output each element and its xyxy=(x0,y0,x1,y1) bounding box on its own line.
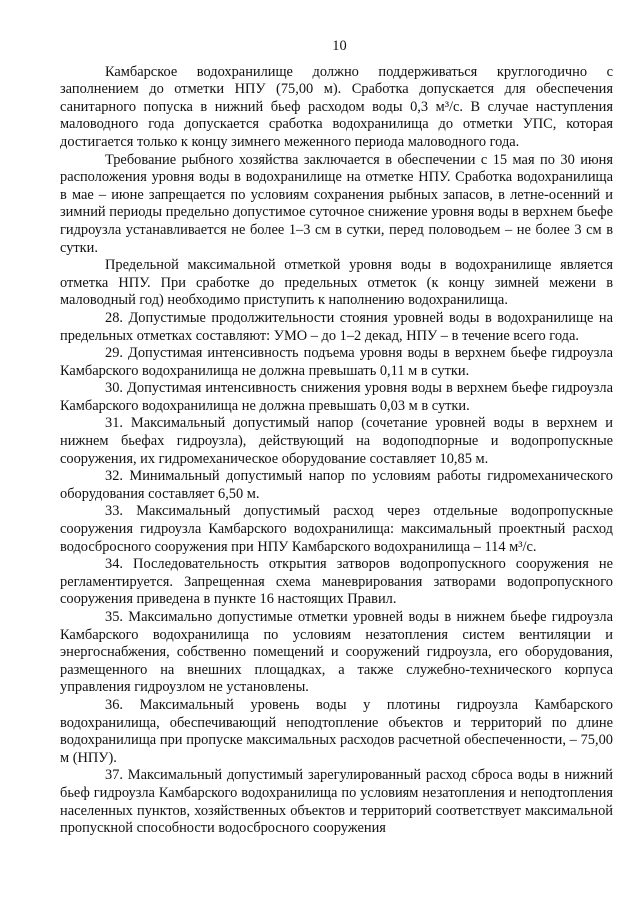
clause-33: 33. Максимальный допустимый расход через отдельные водопропускные сооружения гидроузла Камбарского водохранилища: максимальный проектный расход водосбросного сооружения при НПУ Камбарского водохранилища – 114 м³/с. xyxy=(60,503,613,555)
clause-37: 37. Максимальный допустимый зарегулированный расход сброса воды в нижний бьеф гидроузла Камбарского водохранилища по условиям незатопления и неподтопления населенных пунктов, хозяйственных объектов и территорий соответствует максимальной пропускной способности водосбросного сооружения xyxy=(60,767,613,837)
paragraph-fishery-requirement: Требование рыбного хозяйства заключается в обеспечении с 15 мая по 30 июня расположения уровня воды в водохранилище на отметке НПУ. Сработка водохранилища в мае – июне запрещается по условиям сохранения рыбных запасов, в летне-осенний и зимний периоды предельно допустимое суточное снижение уровня воды в верхнем бьефе гидроузла устанавливается не более 1–3 см в сутки, перед половодьем – не более 3 см в сутки. xyxy=(60,151,613,256)
clause-32: 32. Минимальный допустимый напор по условиям работы гидромеханического оборудования составляет 6,50 м. xyxy=(60,468,613,502)
clause-34: 34. Последовательность открытия затворов водопропускного сооружения не регламентируется. Запрещенная схема маневрирования затворами водопропускного сооружения приведена в пункте 16 настоящих Правил. xyxy=(60,556,613,608)
clause-36: 36. Максимальный уровень воды у плотины гидроузла Камбарского водохранилища, обеспечивающий неподтопление объектов и территорий по длине водохранилища при пропуске максимальных расходов расчетной обеспеченности, – 75,00 м (НПУ). xyxy=(60,696,613,766)
clause-29: 29. Допустимая интенсивность подъема уровня воды в верхнем бьефе гидроузла Камбарского водохранилища не должна превышать 0,11 м в сутки. xyxy=(60,345,613,379)
paragraph-reservoir-level: Камбарское водохранилище должно поддерживаться круглогодично с заполнением до отметки НПУ (75,00 м). Сработка допускается для обеспечения санитарного попуска в нижний бьеф расходом воды 0,3 м³/с. В случае наступления маловодного года допускается сработка водохранилища до отметки УПС, которая достигается только к концу зимнего меженного периода маловодного года. xyxy=(60,63,613,150)
clause-30: 30. Допустимая интенсивность снижения уровня воды в верхнем бьефе гидроузла Камбарского водохранилища не должна превышать 0,03 м в сутки. xyxy=(60,380,613,414)
clause-28: 28. Допустимые продолжительности стояния уровней воды в водохранилище на предельных отметках составляют: УМО – до 1–2 декад, НПУ – в течение всего года. xyxy=(60,309,613,344)
paragraph-max-level-mark: Предельной максимальной отметкой уровня воды в водохранилище является отметка НПУ. При сработке до предельных отметок (к концу зимней межени в маловодный год) необходимо приступить к наполнению водохранилища. xyxy=(60,257,613,309)
clause-31: 31. Максимальный допустимый напор (сочетание уровней воды в верхнем и нижнем бьефах гидроузла), действующий на водоподпорные и водопропускные сооружения, их гидромеханическое оборудование составляет 10,85 м. xyxy=(60,415,613,467)
page-number: 10 xyxy=(332,38,347,54)
clause-35: 35. Максимально допустимые отметки уровней воды в нижнем бьефе гидроузла Камбарского водохранилища по условиям незатопления систем вентиляции и энергоснабжения, собственно помещений и сооружений гидроузла, его оборудования, размещенного на внешних площадках, а также служебно-технического корпуса управления гидроузлом не установлены. xyxy=(60,609,613,696)
document-page xyxy=(60,38,613,838)
